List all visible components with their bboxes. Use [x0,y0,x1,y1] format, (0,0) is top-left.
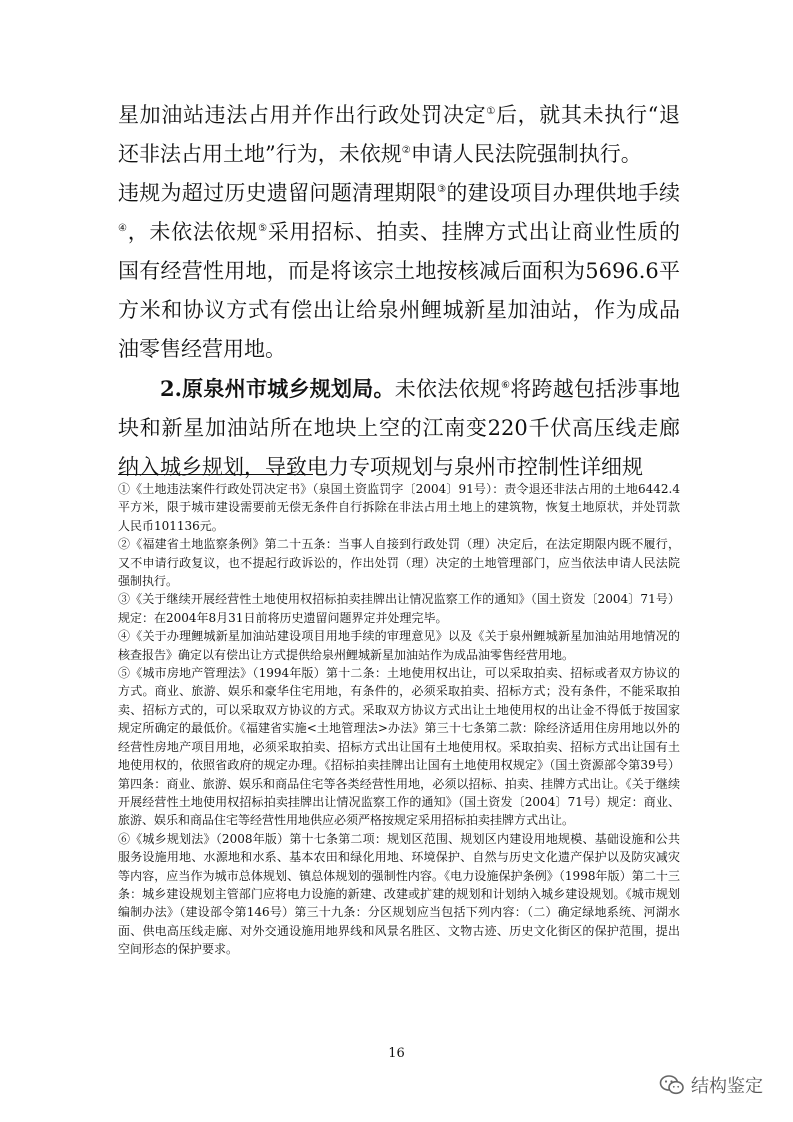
footnote-4: ④《关于办理鲤城新星加油站建设项目用地手续的审理意见》以及《关于泉州鲤城新星加油站用地情况的核查报告》确定以有偿出让方式提供给泉州鲤城新星加油站作为成品油零售经营用地。 [118,629,680,662]
footnote-5: ⑤《城市房地产管理法》（1994年版）第十二条：土地使用权出让，可以采取拍卖、招标或者双方协议的方式。商业、旅游、娱乐和豪华住宅用地，有条件的，必须采取拍卖、招标方式；没有条件，不能采取拍卖、招标方式的，可以采取双方协议的方式。采取双方协议方式出让土地使用权的出让金不得低于按国家规定所确定的最低价。《福建省实施<土地管理法>办法》第三十七条第二款：除经济适用住房用地以外的经营性房地产项目用地，必须采取拍卖、招标方式出让国有土地使用权。采取拍卖、招标方式出让国有土地使用权的，依照省政府的规定办理。《招标拍卖挂牌出让国有土地使用权规定》（国土资源部令第39号）第四条：商业、旅游、娱乐和商品住宅等各类经营性用地，必须以招标、拍卖、挂牌方式出让。《关于继续开展经营性土地使用权招标拍卖挂牌出让情况监察工作的通知》（国土资发〔2004〕71号）规定：商业、旅游、娱乐和商品住宅等经营性用地供应必须严格按规定采用招标拍卖挂牌方式出让。 [118,666,680,828]
section-heading: 2.原泉州市城乡规划局。 [160,376,395,401]
footnote-3: ③《关于继续开展经营性土地使用权招标拍卖挂牌出让情况监察工作的通知》（国土资发〔2004〕71号）规定：在2004年8月31日前将历史遗留问题界定并处理完毕。 [118,592,680,625]
paragraph-3: 2.原泉州市城乡规划局。未依法依规⑥将跨越包括涉事地块和新星加油站所在地块上空的江南变220千伏高压线走廊纳入城乡规划，导致电力专项规划与泉州市控制性详细规 [118,376,680,479]
footnote-ref-6[interactable]: ⑥ [501,380,511,391]
main-text [118,96,680,487]
footnote-ref-3[interactable]: ③ [437,184,447,195]
footnote-2: ②《福建省土地监察条例》第二十五条：当事人自接到行政处罚（理）决定后，在法定期限内既不履行，又不申请行政复议，也不提起行政诉讼的，作出处罚（理）决定的土地管理部门，应当依法申请人民法院强制执行。 [118,537,680,589]
footnote-ref-5[interactable]: ⑤ [258,223,268,234]
watermark-text: 结构鉴定 [691,1076,763,1097]
footnote-6: ⑥《城乡规划法》（2008年版）第十七条第二项：规划区范围、规划区内建设用地规模、基础设施和公共服务设施用地、水源地和水系、基本农田和绿化用地、环境保护、自然与历史文化遗产保护以及防灾减灾等内容，应当作为城市总体规划、镇总体规划的强制性内容。《电力设施保护条例》（1998年版）第二十三条：城乡建设规划主管部门应将电力设施的新建、改建或扩建的规划和计划纳入城乡建设规划。《城市规划编制办法》（建设部令第146号）第三十九条：分区规划应当包括下列内容：（二）确定绿地系统、河湖水面、供电高压线走廊、对外交通设施用地界线和风景名胜区、文物古迹、历史文化街区的保护范围，提出空间形态的保护要求。 [118,831,680,957]
wechat-icon [659,1074,685,1096]
page-number: 16 [388,1046,405,1061]
footnotes [118,480,680,959]
paragraph-2: 违规为超过历史遗留问题清理期限③的建设项目办理供地手续④，未依法依规⑤采用招标、拍卖、挂牌方式出让商业性质的国有经营性用地，而是将该宗土地按核减后面积为5696.6平方米和协议方式有偿出让给泉州鲤城新星加油站，作为成品油零售经营用地。 [118,181,681,361]
footnote-ref-2[interactable]: ② [401,145,411,156]
footnote-separator [118,474,313,475]
footnote-ref-1[interactable]: ① [486,106,496,117]
footnote-ref-4[interactable]: ④ [118,223,128,234]
watermark [659,1072,763,1098]
paragraph-1: 星加油站违法占用并作出行政处罚决定①后，就其未执行“退还非法占用土地”行为，未依规②申请人民法院强制执行。 [118,103,681,166]
footnote-1: ①《土地违法案件行政处罚决定书》（泉国土资监罚字〔2004〕91号）：责令退还非法占用的土地6442.4平方米，限于城市建设需要前无偿无条件自行拆除在非法占用土地上的建筑物，恢复土地原状，并处罚款人民币101136元。 [118,482,680,533]
